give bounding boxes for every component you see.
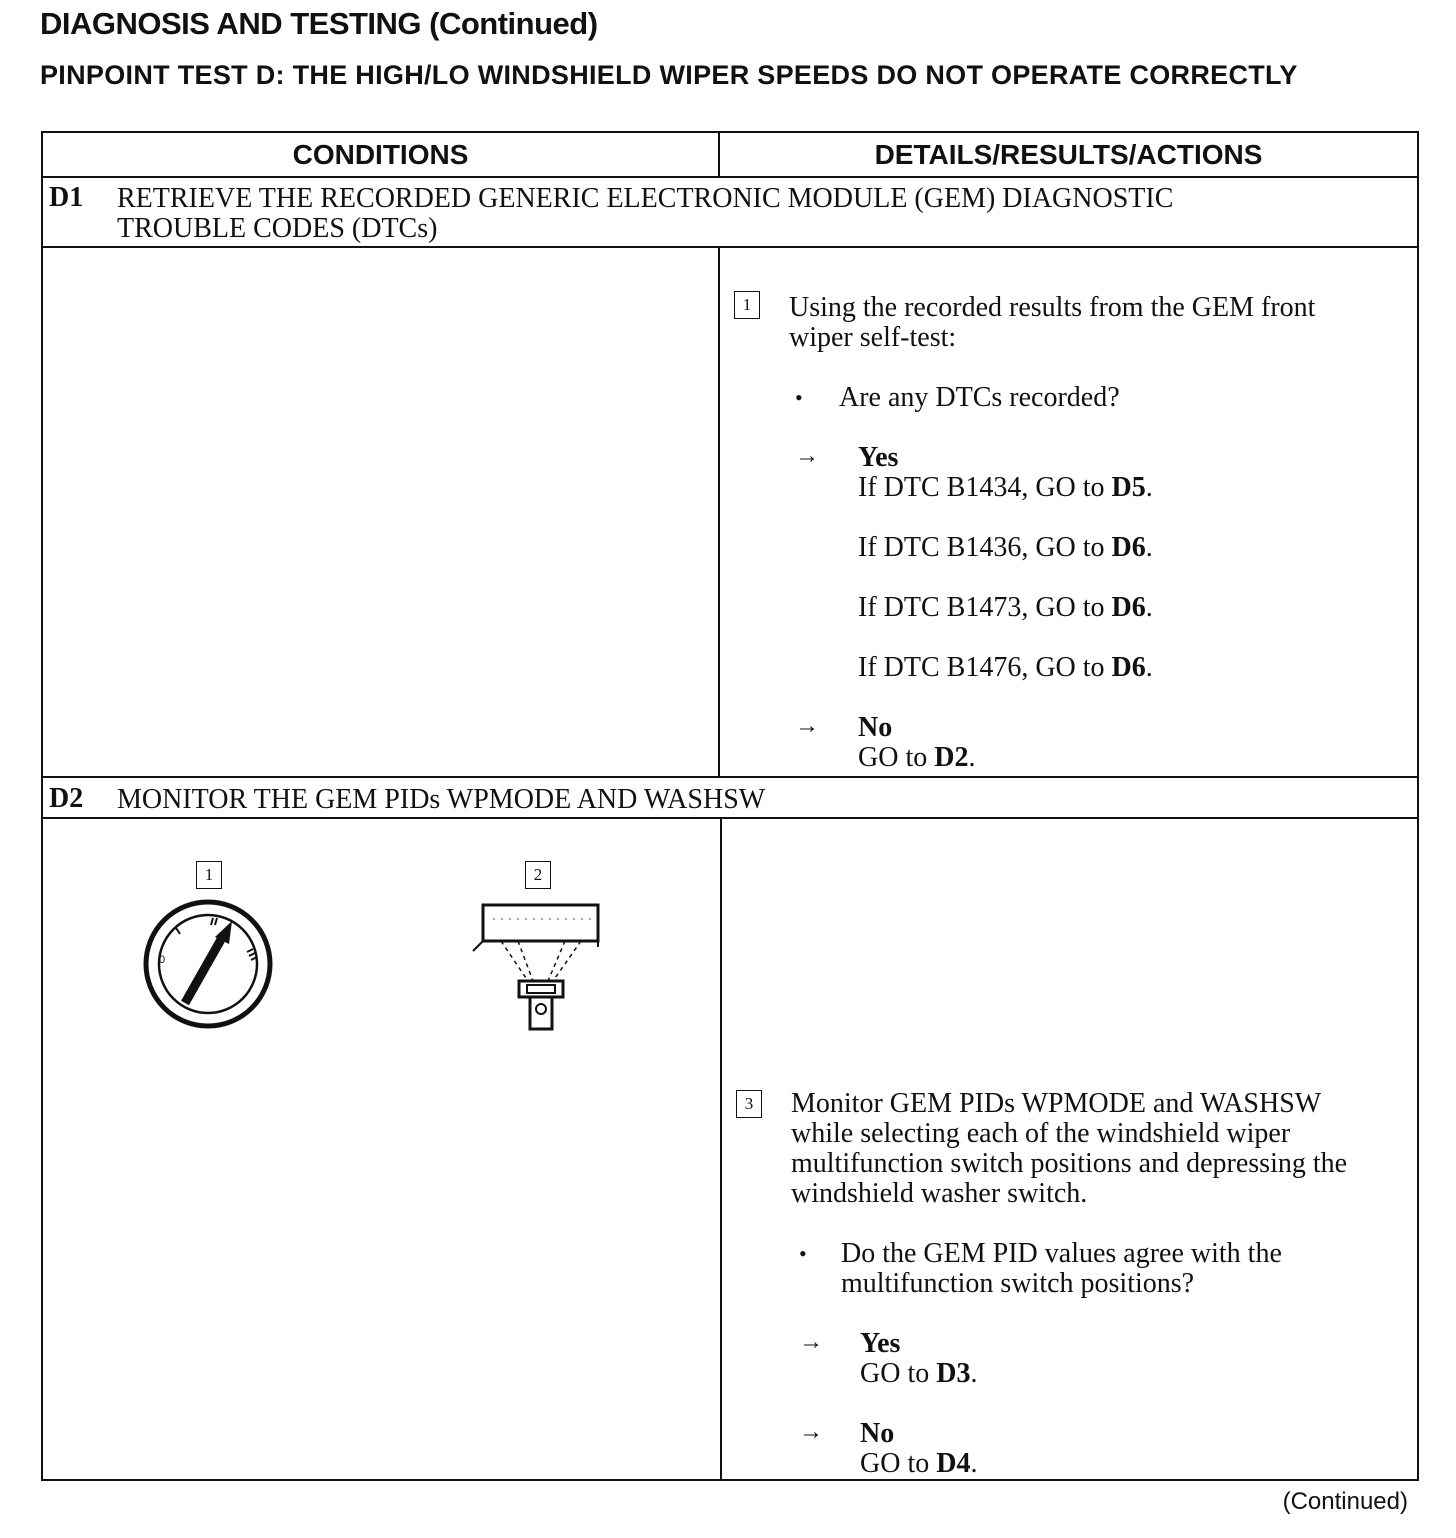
dtc-rule-target: D5 (1111, 472, 1146, 503)
step-id-d1: D1 (49, 182, 84, 213)
d1-yes-label: Yes (858, 442, 899, 473)
pinpoint-test-table (41, 131, 1419, 1481)
dtc-rule-target: D6 (1111, 592, 1146, 623)
dtc-rule-target: D6 (1111, 652, 1146, 683)
d1-no-label: No (858, 712, 893, 743)
d2-column-divider (720, 819, 722, 1481)
d1-instruction-line1: Using the recorded results from the GEM front (789, 292, 1316, 323)
d2-instruction-line1: Monitor GEM PIDs WPMODE and WASHSW (791, 1088, 1322, 1119)
d2-question-line2: multifunction switch positions? (841, 1268, 1195, 1299)
conditions-heading: CONDITIONS (292, 139, 469, 170)
dtc-rule-suffix: . (1145, 532, 1153, 563)
d2-title-rule (43, 817, 1417, 819)
d1-no-target: D2 (934, 742, 969, 773)
dtc-rule-target: D6 (1111, 532, 1146, 563)
step-title-d1-line1: RETRIEVE THE RECORDED GENERIC ELECTRONIC MODULE (GEM) DIAGNOSTIC (117, 183, 1174, 214)
step-id-d2: D2 (49, 783, 84, 814)
dtc-rule-suffix: . (1145, 472, 1153, 503)
dtc-rule-3 (858, 593, 1153, 623)
dtc-rule-text: If DTC B1476, GO to (858, 652, 1112, 683)
d2-yes-target: D3 (936, 1358, 971, 1389)
d1-no-suffix: . (968, 742, 976, 773)
arrow-right-icon: → (795, 443, 819, 469)
dtc-rule-2 (858, 533, 1153, 563)
d2-no-prefix: GO to (860, 1448, 937, 1479)
d2-instruction-line4: windshield washer switch. (791, 1178, 1088, 1209)
d2-yes-label: Yes (860, 1328, 901, 1359)
d2-yes-prefix: GO to (860, 1358, 937, 1389)
pinpoint-test-title: PINPOINT TEST D: THE HIGH/LO WINDSHIELD WIPER SPEEDS DO NOT OPERATE CORRECTLY (40, 60, 1298, 90)
details-heading: DETAILS/RESULTS/ACTIONS (874, 139, 1263, 170)
d1-instruction-line2: wiper self-test: (789, 322, 957, 353)
dtc-rule-suffix: . (1145, 592, 1153, 623)
d1-bottom-rule (43, 776, 1417, 778)
d2-no-suffix: . (970, 1448, 978, 1479)
d2-no-action (860, 1449, 977, 1479)
dtc-rule-suffix: . (1145, 652, 1153, 683)
d2-no-target: D4 (936, 1448, 971, 1479)
page-header: DIAGNOSIS AND TESTING (Continued) (40, 6, 598, 41)
d2-instruction (791, 1089, 1347, 1209)
d2-question (841, 1239, 1282, 1299)
d2-instruction-line2: while selecting each of the windshield wiper (791, 1118, 1291, 1149)
bullet-icon: • (795, 385, 803, 410)
d2-question-line1: Do the GEM PID values agree with the (841, 1238, 1282, 1269)
d1-title-rule (43, 246, 1417, 248)
step-number-box-1: 1 (734, 291, 760, 319)
d1-column-divider (718, 248, 720, 778)
continued-footer: (Continued) (1282, 1488, 1408, 1515)
bullet-icon: • (799, 1241, 807, 1266)
dtc-rule-text: If DTC B1436, GO to (858, 532, 1112, 563)
dtc-rule-1 (858, 473, 1153, 503)
d1-question: Are any DTCs recorded? (839, 382, 1120, 413)
scan-tool-icon (473, 901, 603, 1036)
step-number-box-3: 3 (736, 1090, 762, 1118)
dtc-rule-text: If DTC B1473, GO to (858, 592, 1112, 623)
dtc-rule-text: If DTC B1434, GO to (858, 472, 1112, 503)
arrow-right-icon: → (799, 1419, 823, 1445)
ignition-switch-run-icon (143, 899, 273, 1029)
step-title-d2: MONITOR THE GEM PIDs WPMODE AND WASHSW (117, 784, 766, 815)
d2-no-label: No (860, 1418, 895, 1449)
step-title-d1 (117, 184, 1173, 244)
arrow-right-icon: → (795, 713, 819, 739)
d2-yes-action (860, 1359, 977, 1389)
d2-yes-suffix: . (970, 1358, 978, 1389)
d1-instruction (789, 293, 1315, 353)
d1-no-action (858, 743, 975, 773)
svg-text:0: 0 (159, 954, 166, 966)
arrow-right-icon: → (799, 1329, 823, 1355)
figure-number-box-2: 2 (525, 861, 551, 889)
step-title-d1-line2: TROUBLE CODES (DTCs) (117, 213, 438, 244)
dtc-rule-4 (858, 653, 1153, 683)
d1-no-prefix: GO to (858, 742, 935, 773)
header-rule (43, 176, 1417, 178)
figure-number-box-1: 1 (196, 861, 222, 889)
d2-instruction-line3: multifunction switch positions and depressing the (791, 1148, 1348, 1179)
